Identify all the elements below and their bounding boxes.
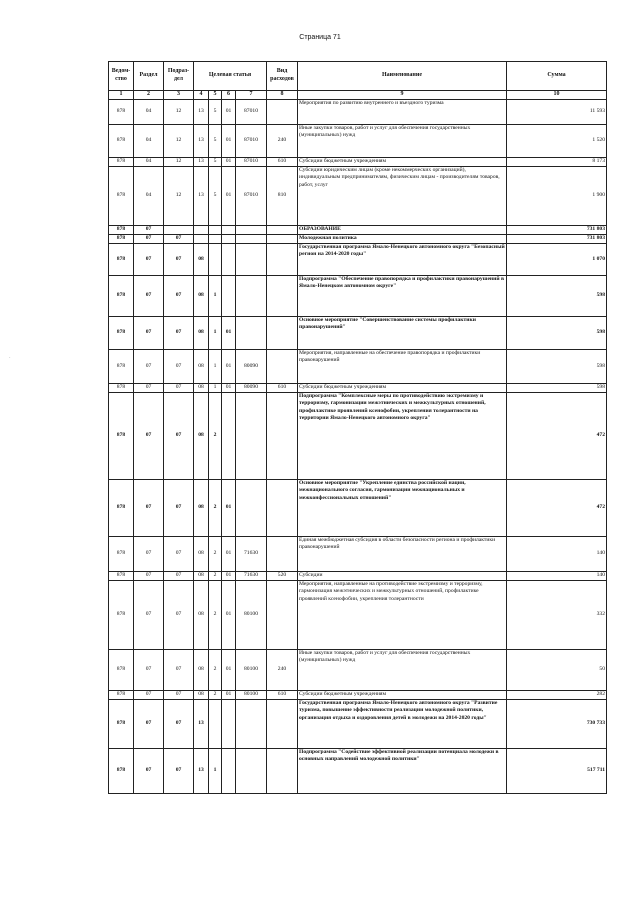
item-sum: 472 bbox=[507, 480, 607, 537]
item-sum: 598 bbox=[507, 317, 607, 350]
expense-type-code: 810 bbox=[267, 167, 298, 226]
table-row bbox=[109, 581, 607, 650]
subprogram-code: 1 bbox=[209, 317, 222, 350]
table-row bbox=[109, 226, 607, 235]
dept-code: 878 bbox=[109, 650, 134, 691]
subsection-code: 12 bbox=[164, 167, 194, 226]
dept-code: 878 bbox=[109, 100, 134, 125]
item-name: Субсидии bbox=[298, 572, 507, 581]
dept-code: 878 bbox=[109, 244, 134, 276]
section-code: 07 bbox=[134, 749, 164, 794]
section-code: 07 bbox=[134, 276, 164, 317]
article-code: 80090 bbox=[236, 350, 267, 384]
program-code: 08 bbox=[194, 691, 209, 700]
expense-type-code bbox=[267, 100, 298, 125]
subsection-code: 07 bbox=[164, 581, 194, 650]
item-name: Основное мероприятие "Укрепление единства российской нации, межнационального согласия, гармонизации межнациональных и межконфессиональных отношений" bbox=[298, 480, 507, 537]
subsection-code: 07 bbox=[164, 480, 194, 537]
program-code: 13 bbox=[194, 158, 209, 167]
program-code: 13 bbox=[194, 749, 209, 794]
dept-code: 878 bbox=[109, 226, 134, 235]
item-sum: 282 bbox=[507, 691, 607, 700]
section-code: 07 bbox=[134, 537, 164, 572]
budget-table bbox=[108, 61, 607, 794]
table-row bbox=[109, 384, 607, 393]
article-code bbox=[236, 276, 267, 317]
program-code: 08 bbox=[194, 650, 209, 691]
measure-code bbox=[222, 276, 236, 317]
subsection-code: 07 bbox=[164, 235, 194, 244]
program-code: 13 bbox=[194, 100, 209, 125]
subprogram-code: 2 bbox=[209, 537, 222, 572]
expense-type-code bbox=[267, 350, 298, 384]
article-code: 87010 bbox=[236, 167, 267, 226]
section-code: 07 bbox=[134, 226, 164, 235]
measure-code bbox=[222, 700, 236, 749]
subsection-code: 07 bbox=[164, 393, 194, 480]
item-sum: 598 bbox=[507, 276, 607, 317]
header-row bbox=[109, 62, 607, 91]
measure-code: 01 bbox=[222, 572, 236, 581]
subprogram-code: 1 bbox=[209, 276, 222, 317]
header-target: Целевая статья bbox=[194, 62, 267, 91]
item-name: Подпрограмма "Содействие эффективной реализации потенциала молодежи в основных направлений молодежной политики" bbox=[298, 749, 507, 794]
expense-type-code bbox=[267, 244, 298, 276]
section-code: 07 bbox=[134, 317, 164, 350]
expense-type-code bbox=[267, 235, 298, 244]
subprogram-code: 1 bbox=[209, 350, 222, 384]
table-row bbox=[109, 317, 607, 350]
expense-type-code bbox=[267, 317, 298, 350]
page-label: Страница 71 bbox=[299, 34, 341, 41]
section-code: 07 bbox=[134, 572, 164, 581]
subsection-code: 12 bbox=[164, 158, 194, 167]
item-name: ОБРАЗОВАНИЕ bbox=[298, 226, 507, 235]
item-sum: 1 070 bbox=[507, 244, 607, 276]
expense-type-code bbox=[267, 537, 298, 572]
measure-code bbox=[222, 749, 236, 794]
article-code: 71630 bbox=[236, 537, 267, 572]
header-subsection: Подраз-дел bbox=[164, 62, 194, 91]
table-row bbox=[109, 650, 607, 691]
table-row bbox=[109, 100, 607, 125]
subprogram-code bbox=[209, 235, 222, 244]
section-code: 07 bbox=[134, 350, 164, 384]
subsection-code: 07 bbox=[164, 537, 194, 572]
article-code bbox=[236, 480, 267, 537]
col-number: 2 bbox=[134, 91, 164, 100]
article-code: 71630 bbox=[236, 572, 267, 581]
dept-code: 878 bbox=[109, 158, 134, 167]
item-sum: 598 bbox=[507, 384, 607, 393]
program-code: 08 bbox=[194, 480, 209, 537]
program-code: 08 bbox=[194, 276, 209, 317]
article-code bbox=[236, 393, 267, 480]
col-number: 7 bbox=[236, 91, 267, 100]
subprogram-code: 5 bbox=[209, 158, 222, 167]
measure-code: 01 bbox=[222, 317, 236, 350]
expense-type-code bbox=[267, 700, 298, 749]
col-number: 1 bbox=[109, 91, 134, 100]
item-name: Иные закупки товаров, работ и услуг для обеспечения государственных (муниципальных) нужд bbox=[298, 125, 507, 158]
program-code: 08 bbox=[194, 393, 209, 480]
subprogram-code: 2 bbox=[209, 650, 222, 691]
measure-code: 01 bbox=[222, 158, 236, 167]
subprogram-code: 5 bbox=[209, 125, 222, 158]
article-code bbox=[236, 317, 267, 350]
measure-code bbox=[222, 393, 236, 480]
measure-code: 01 bbox=[222, 350, 236, 384]
subprogram-code: 2 bbox=[209, 393, 222, 480]
item-name: Иные закупки товаров, работ и услуг для обеспечения государственных (муниципальных) нужд bbox=[298, 650, 507, 691]
section-code: 07 bbox=[134, 700, 164, 749]
subsection-code: 07 bbox=[164, 384, 194, 393]
table-row bbox=[109, 125, 607, 158]
subprogram-code: 1 bbox=[209, 749, 222, 794]
item-name: Основное мероприятие "Совершенствование системы профилактики правонарушений" bbox=[298, 317, 507, 350]
col-number: 5 bbox=[209, 91, 222, 100]
article-code: 87010 bbox=[236, 125, 267, 158]
expense-type-code: 610 bbox=[267, 691, 298, 700]
item-name: Государственная программа Ямало-Ненецкого автономного округа "Развитие туризма, повышение эффективности реализации молодежной политики, организация отдыха и оздоровления детей в молодежи на 2014-2020 годы" bbox=[298, 700, 507, 749]
table-row bbox=[109, 235, 607, 244]
subsection-code: 07 bbox=[164, 650, 194, 691]
subsection-code: 07 bbox=[164, 700, 194, 749]
subprogram-code: 2 bbox=[209, 572, 222, 581]
measure-code bbox=[222, 226, 236, 235]
subprogram-code bbox=[209, 700, 222, 749]
subprogram-code: 1 bbox=[209, 384, 222, 393]
program-code: 13 bbox=[194, 700, 209, 749]
item-name: Мероприятия, направленные на обеспечение правопорядка и профилактики правонарушений bbox=[298, 350, 507, 384]
table-row bbox=[109, 244, 607, 276]
item-sum: 140 bbox=[507, 572, 607, 581]
program-code: 08 bbox=[194, 572, 209, 581]
expense-type-code bbox=[267, 226, 298, 235]
program-code: 08 bbox=[194, 581, 209, 650]
section-code: 07 bbox=[134, 480, 164, 537]
article-code bbox=[236, 235, 267, 244]
item-name: Субсидии юридическим лицам (кроме некоммерческих организаций), индивидуальным предпринимателям, физическим лицам - производителям товаров, работ, услуг bbox=[298, 167, 507, 226]
subsection-code: 12 bbox=[164, 100, 194, 125]
expense-type-code: 520 bbox=[267, 572, 298, 581]
subsection-code: 07 bbox=[164, 244, 194, 276]
item-name: Субсидии бюджетным учреждениям bbox=[298, 691, 507, 700]
article-code: 87010 bbox=[236, 158, 267, 167]
col-number: 6 bbox=[222, 91, 236, 100]
program-code: 08 bbox=[194, 537, 209, 572]
table-row bbox=[109, 393, 607, 480]
measure-code: 01 bbox=[222, 650, 236, 691]
measure-code: 01 bbox=[222, 537, 236, 572]
expense-type-code bbox=[267, 581, 298, 650]
item-name: Подпрограмма "Обеспечение правопорядка и профилактики правонарушений в Ямало-Ненецком автономном округе" bbox=[298, 276, 507, 317]
expense-type-code: 240 bbox=[267, 125, 298, 158]
item-sum: 11 593 bbox=[507, 100, 607, 125]
item-sum: 50 bbox=[507, 650, 607, 691]
measure-code: 01 bbox=[222, 100, 236, 125]
article-code: 80100 bbox=[236, 650, 267, 691]
table-row bbox=[109, 480, 607, 537]
expense-type-code bbox=[267, 276, 298, 317]
dept-code: 878 bbox=[109, 581, 134, 650]
table-row bbox=[109, 749, 607, 794]
subprogram-code: 2 bbox=[209, 581, 222, 650]
measure-code: 01 bbox=[222, 691, 236, 700]
header-sum: Сумма bbox=[507, 62, 607, 91]
article-code bbox=[236, 244, 267, 276]
table-row bbox=[109, 537, 607, 572]
item-sum: 1 900 bbox=[507, 167, 607, 226]
col-number: 10 bbox=[507, 91, 607, 100]
program-code: 13 bbox=[194, 167, 209, 226]
dept-code: 878 bbox=[109, 317, 134, 350]
article-code: 87010 bbox=[236, 100, 267, 125]
header-exp-type: Вид расходов bbox=[267, 62, 298, 91]
subsection-code: 07 bbox=[164, 317, 194, 350]
measure-code: 01 bbox=[222, 125, 236, 158]
program-code: 08 bbox=[194, 317, 209, 350]
item-sum: 517 711 bbox=[507, 749, 607, 794]
article-code: 80100 bbox=[236, 691, 267, 700]
dept-code: 878 bbox=[109, 691, 134, 700]
measure-code: 01 bbox=[222, 167, 236, 226]
table-row bbox=[109, 167, 607, 226]
section-code: 07 bbox=[134, 650, 164, 691]
article-code bbox=[236, 226, 267, 235]
item-name: Государственная программа Ямало-Ненецкого автономного округа "Безопасный регион на 2014-2020 годы" bbox=[298, 244, 507, 276]
item-sum: 472 bbox=[507, 393, 607, 480]
column-number-row bbox=[109, 91, 607, 100]
item-sum: 1 520 bbox=[507, 125, 607, 158]
dept-code: 878 bbox=[109, 235, 134, 244]
dept-code: 878 bbox=[109, 572, 134, 581]
article-code: 80100 bbox=[236, 581, 267, 650]
col-number: 4 bbox=[194, 91, 209, 100]
section-code: 07 bbox=[134, 384, 164, 393]
item-name: Мероприятия, направленные на противодействие экстремизму и терроризму, гармонизация межэтнических и межкультурных отношений, профилактике проявлений ксенофобии, укрепления толерантности bbox=[298, 581, 507, 650]
dept-code: 878 bbox=[109, 480, 134, 537]
expense-type-code bbox=[267, 749, 298, 794]
item-name: Молодежная политика bbox=[298, 235, 507, 244]
expense-type-code: 610 bbox=[267, 158, 298, 167]
item-sum: 730 733 bbox=[507, 700, 607, 749]
subsection-code: 07 bbox=[164, 276, 194, 317]
item-name: Субсидии бюджетным учреждениям bbox=[298, 384, 507, 393]
item-name: Подпрограмма "Комплексные меры по противодействию экстремизму и терроризму, гармонизации межэтнических и межкультурных отношений, профилактике проявлений ксенофобии, укрепления толерантности на территории Ямало-Ненецкого автономного округа" bbox=[298, 393, 507, 480]
col-number: 3 bbox=[164, 91, 194, 100]
item-sum: 332 bbox=[507, 581, 607, 650]
measure-code: 01 bbox=[222, 480, 236, 537]
item-sum: 8 173 bbox=[507, 158, 607, 167]
subsection-code: 07 bbox=[164, 691, 194, 700]
article-code bbox=[236, 749, 267, 794]
subsection-code: 07 bbox=[164, 749, 194, 794]
article-code bbox=[236, 700, 267, 749]
item-sum: 140 bbox=[507, 537, 607, 572]
header-dept: Ведом-ство bbox=[109, 62, 134, 91]
item-name: Мероприятия по развитию внутреннего и въездного туризма bbox=[298, 100, 507, 125]
subsection-code: 07 bbox=[164, 350, 194, 384]
subprogram-code bbox=[209, 244, 222, 276]
subsection-code: 07 bbox=[164, 572, 194, 581]
dept-code: 878 bbox=[109, 537, 134, 572]
section-code: 07 bbox=[134, 393, 164, 480]
subprogram-code: 5 bbox=[209, 100, 222, 125]
section-code: 04 bbox=[134, 167, 164, 226]
measure-code bbox=[222, 244, 236, 276]
table-row bbox=[109, 350, 607, 384]
dept-code: 878 bbox=[109, 276, 134, 317]
item-name: Единая межбюджетная субсидия в области безопасности региона и профилактики правонарушений bbox=[298, 537, 507, 572]
program-code: 13 bbox=[194, 125, 209, 158]
scan-mark: · bbox=[9, 356, 11, 361]
subprogram-code: 5 bbox=[209, 167, 222, 226]
table-row bbox=[109, 691, 607, 700]
section-code: 04 bbox=[134, 125, 164, 158]
program-code: 08 bbox=[194, 244, 209, 276]
dept-code: 878 bbox=[109, 125, 134, 158]
program-code: 08 bbox=[194, 384, 209, 393]
expense-type-code: 610 bbox=[267, 384, 298, 393]
dept-code: 878 bbox=[109, 167, 134, 226]
dept-code: 878 bbox=[109, 393, 134, 480]
table-row bbox=[109, 700, 607, 749]
header-section: Раздел bbox=[134, 62, 164, 91]
expense-type-code bbox=[267, 393, 298, 480]
dept-code: 878 bbox=[109, 350, 134, 384]
program-code bbox=[194, 235, 209, 244]
subsection-code: 12 bbox=[164, 125, 194, 158]
expense-type-code bbox=[267, 480, 298, 537]
subprogram-code: 2 bbox=[209, 691, 222, 700]
item-sum: 598 bbox=[507, 350, 607, 384]
col-number: 9 bbox=[298, 91, 507, 100]
table-row bbox=[109, 572, 607, 581]
expense-type-code: 240 bbox=[267, 650, 298, 691]
section-code: 07 bbox=[134, 691, 164, 700]
program-code: 08 bbox=[194, 350, 209, 384]
table-row bbox=[109, 158, 607, 167]
section-code: 04 bbox=[134, 158, 164, 167]
section-code: 07 bbox=[134, 235, 164, 244]
dept-code: 878 bbox=[109, 749, 134, 794]
item-sum: 731 803 bbox=[507, 226, 607, 235]
subprogram-code: 2 bbox=[209, 480, 222, 537]
measure-code: 01 bbox=[222, 581, 236, 650]
item-name: Субсидии бюджетным учреждениям bbox=[298, 158, 507, 167]
item-sum: 731 803 bbox=[507, 235, 607, 244]
program-code bbox=[194, 226, 209, 235]
section-code: 07 bbox=[134, 244, 164, 276]
measure-code: 01 bbox=[222, 384, 236, 393]
article-code: 80090 bbox=[236, 384, 267, 393]
header-name: Наименование bbox=[298, 62, 507, 91]
table-row bbox=[109, 276, 607, 317]
dept-code: 878 bbox=[109, 384, 134, 393]
section-code: 07 bbox=[134, 581, 164, 650]
dept-code: 878 bbox=[109, 700, 134, 749]
subprogram-code bbox=[209, 226, 222, 235]
measure-code bbox=[222, 235, 236, 244]
col-number: 8 bbox=[267, 91, 298, 100]
subsection-code bbox=[164, 226, 194, 235]
section-code: 04 bbox=[134, 100, 164, 125]
